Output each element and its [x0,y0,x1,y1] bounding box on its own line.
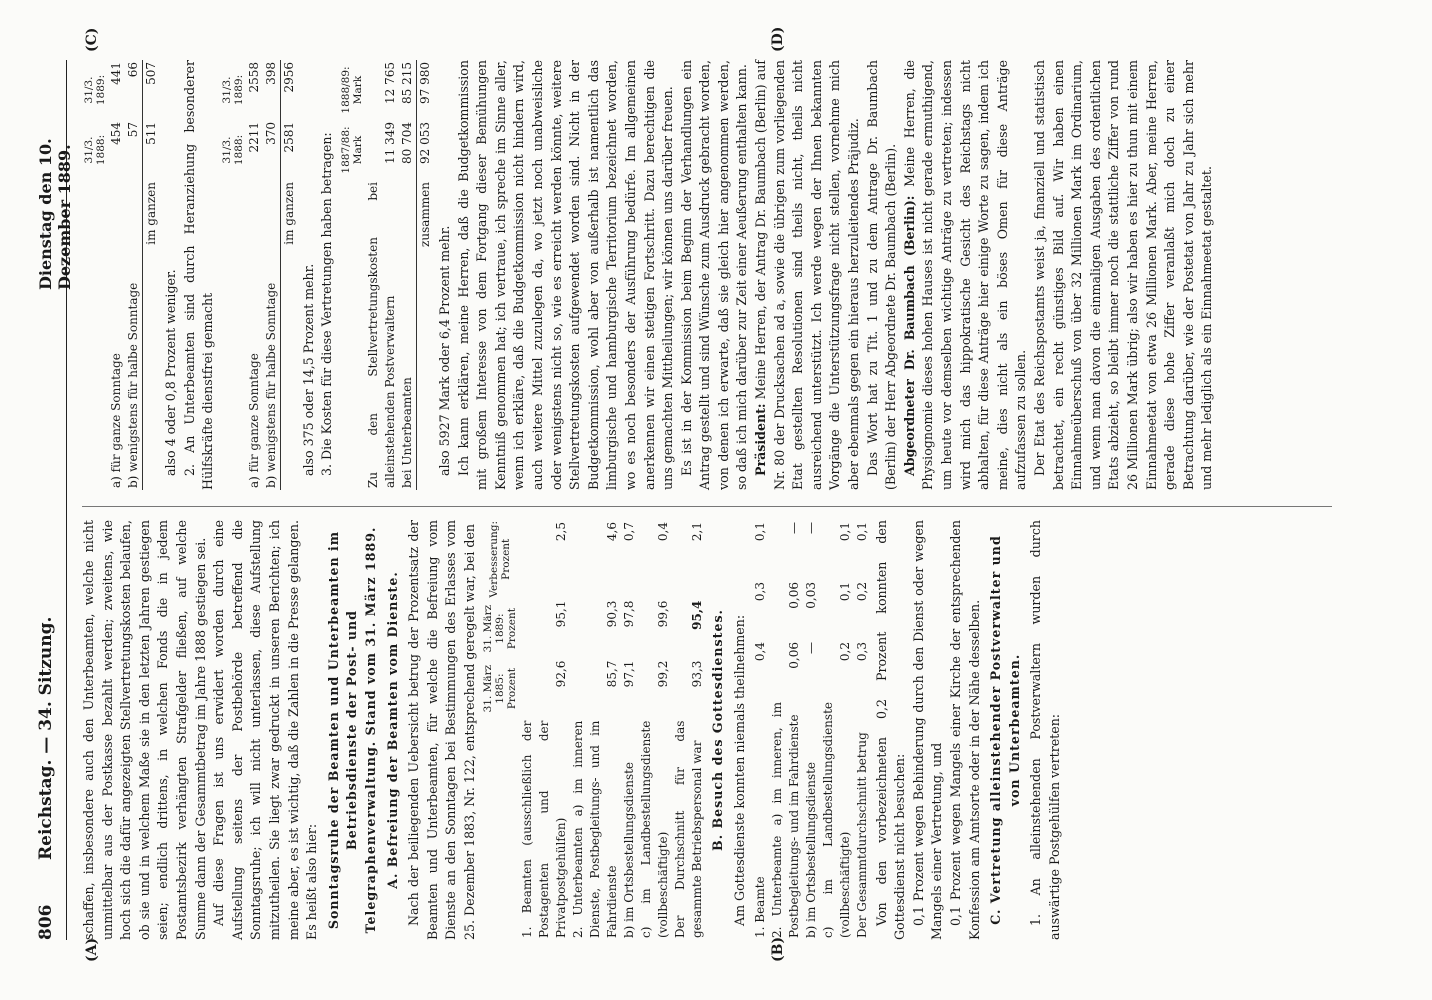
column-header: 1887/88: Mark [339,126,364,174]
cell: 2956 [280,60,298,120]
paragraph: Es ist in der Kommission beim Beginn der Verhandlungen ein Antrag gestellt und sind Wünsche zum Ausdruck gebracht worden, von denen ich erwarte, daß sie gleich hier angenommen werden, so daß ich mich darüber zur Zeit einer Aeußerung enthalten kann. [678,60,750,490]
table-kosten [339,60,434,490]
speech: Meine Herren, die Physiognomie dieses hohen Hauses ist nicht gerade ermuthigend, um heute vor demselben wichtige Anträge zu vertreten; indessen wird mich das hippokratische Gesicht des Reichstags nicht abhalten, für diese Anträge hier einige Worte zu sagen, indem ich meine, dies nicht als ein böses Omen für diese Anträge aufzufassen zu sollen. [901,60,1029,490]
cell: 57 [126,122,140,138]
row-label: im ganzen [143,180,161,490]
cell: 97 980 [416,60,434,120]
page-number: 806 [36,904,56,940]
paragraph: also 375 oder 14,5 Prozent mehr. [300,263,316,476]
speaker: Präsident: [753,403,769,476]
row-label: Zu den Stellvertretungskosten bei alleinstehenden Postverwaltern [365,182,397,488]
row-label: bei Unterbeamten [399,377,414,488]
row-label: Der Durchschnitt für das gesammte Betriebspersonal war [673,720,705,938]
paragraph: 2. An Unterbeamten sind durch Heranziehung besonderer Hülfskräfte dienstfrei gemacht [181,60,216,490]
table-row [365,60,399,490]
table-row [263,60,281,490]
section-heading: B. Besuch des Gottesdienstes. [710,609,726,851]
paragraph: also 5927 Mark oder 6,4 Prozent mehr. [436,225,452,476]
section-heading: A. Befreiung der Beamten vom Dienste. [384,571,400,889]
cell: 99,6 [656,600,671,628]
cell: 370 [263,122,278,145]
table-row [803,520,820,940]
column-header: 31/3. 1888: [220,134,245,166]
paragraph: schaffen, insbesondere auch den Unterbeamten, welche nicht unmittelbar aus der Postkasse bezahlt werden; zweitens, wie hoch sich die dafür angezeigten Stellvertretungskosten belaufen, ob sie und in welchem Maße sie in den letzten Jahren gestiegen seien; endlich drittens, in welchen Fonds die in jedem Postamtsbezirk verhängten Strafgelder fließen, auf welche Summe dann der Gesammtbetrag im Jahre 1888 gestiegen sei. [81,520,208,940]
paragraph: Der Etat des Reichspostamts weist ja, finanziell und statistisch betrachtet, ein recht günstiges Bild auf. Wir haben einen Einnahmeüberschuß von über 32 Millionen Mark im Ordinarium, und wenn man davon die einmaligen Ausgaben des ordentlichen Etats abzieht, so bleibt immer noch die stattliche Ziffer von rund 26 Millionen Mark übrig; also wir haben es hier zu thun mit einem Einnahmeetat von etwa 26 Millionen Mark. Aber, meine Herren, gerade diese hohe Ziffer veranlaßt mich doch zu einer Betrachtung darüber, wie der Postetat von Jahr zu Jahr sich mehr und mehr lediglich als ein Einnahmeetat gestaltet. [1031,60,1215,490]
cell: — [803,522,818,534]
row-label: Der Gesammtdurchschnitt betrug [854,732,869,938]
cell: — [803,642,818,654]
cell: 0,2 [837,642,852,662]
row-label: b) wenigstens für halbe Sonntage [126,282,140,488]
cell: 511 [143,120,161,180]
table-row [570,520,621,940]
cell: 0,03 [803,582,818,609]
row-label: c) im Landbestellungsdienste (vollbeschäftigte) [820,702,852,938]
table-row [125,60,143,490]
paragraph: 3. Die Kosten für diese Vertretungen haben betragen: [319,132,335,476]
session-title: Reichstag. — 34. Sitzung. [36,616,56,860]
row-label: b) im Ortsbestellungsdienste [622,761,637,938]
paragraph: Auf diese Fragen ist uns erwidert worden durch eine Aufstellung seitens der Postbehörde betreffend die Sonntagsruhe; ich will nicht unterlassen, diese Aufstellung mitzutheilen. Sie liegt zwar gedruckt in unseren Berichten; ich meine aber, es ist wichtig, daß die Zahlen in die Presse gelangen. Es heißt also hier: [211,520,320,940]
cell: 441 [109,62,123,85]
table-row [246,60,263,490]
paragraph: Nach der beiliegenden Uebersicht betrug der Prozentsatz der Beamten und Unterbeamten, für welche die Befreiung vom Dienste an den Sonntagen bei Bestimmungen des Erlasses vom 25. Dezember 1883, Nr. 122, entsprechend geregelt war, bei den [406,520,477,940]
paragraph: 0,1 Prozent wegen Behinderung durch den Dienst oder wegen Mangels einer Vertretung, und [910,520,945,940]
cell: 2,1 [690,522,705,542]
session-date: Dienstag den 10. Dezember 1889. [36,138,74,290]
paragraph: Das Wort hat zu Tit. 1 und zu dem Antrage Dr. Baumbach (Berlin) der Herr Abgeordnete Dr. Baumbach (Berlin). [864,60,899,490]
speaker: Abgeordneter Dr. Baumbach (Berlin): [901,195,917,476]
table-row [280,60,298,490]
column-header: 31. März 1889: Prozent [482,604,519,653]
table-row [752,520,769,940]
table-header-row [220,60,246,490]
paragraph [901,60,1031,490]
table-row [108,60,125,490]
margin-mark-d: (D) [770,26,786,52]
section-heading: C. Vertretung alleinstehender Postverwalter und von Unterbeamten. [988,535,1022,925]
row-label: b) wenigstens für halbe Sonntage [263,282,278,488]
row-label: a) für ganze Sonntage [109,353,123,488]
cell: 0,4 [752,642,767,662]
cell: 99,2 [656,660,671,688]
cell: 0,1 [837,582,852,602]
cell: 0,1 [854,522,869,542]
table-unterbeamte [220,60,298,490]
paragraph: Von den vorbezeichneten 0,2 Prozent konnten den Gottesdienst nicht besuchen: [873,520,908,940]
cell: 0,3 [752,582,767,602]
cell: 0,06 [786,582,801,609]
cell: 66 [126,62,140,78]
row-label: 2. Unterbeamte a) im inneren, im Postbegleitungs- und im Fahrdienste [769,702,801,938]
paragraph: 1. An alleinstehenden Postverwaltern wurden durch auswärtige Postgehülfen vertreten: [1028,520,1062,940]
left-column [80,520,1065,940]
table-row [672,520,706,940]
table-header-row [339,60,365,490]
cell: 454 [109,122,123,145]
row-label: a) für ganze Sonntage [246,353,261,488]
row-label: c) im Landbestellungsdienste (vollbeschäftigte) [639,720,671,938]
margin-mark-c: (C) [84,27,100,52]
cell: 0,1 [837,522,852,542]
table-postverwalter [82,60,160,490]
table-row [854,520,871,940]
cell: 93,3 [690,660,705,688]
cell: 11 349 [382,122,397,164]
cell: 80 704 [399,122,414,164]
cell: 95,4 [690,600,705,630]
cell: 92,6 [554,660,569,688]
cell: 85 215 [399,62,414,104]
row-label: 1. Beamte [752,876,767,938]
table-header-row [481,520,519,940]
table-row [143,60,161,490]
row-label: 1. Beamten (ausschließlich der Postagenten und der Privatpostgehülfen) [520,720,569,938]
cell: 0,3 [854,642,869,662]
column-header: 31. März 1885: Prozent [482,664,519,713]
table-row [638,520,672,940]
table-row [621,520,638,940]
cell: 398 [263,62,278,85]
cell: 0,1 [752,522,767,542]
cell: 2211 [246,122,261,153]
cell: 12 765 [382,62,397,104]
cell: 2,5 [554,522,569,542]
cell: 0,2 [854,582,869,602]
cell: 0,4 [656,522,671,542]
paragraph: Ich kann erklären, meine Herren, daß die Budgetkommission mit großem Interesse von dem Fortgang dieser Bemühungen Kenntniß genommen hat; ich vertraue, ich spreche im Sinne aller, wenn ich erkläre, daß die Budgetkommission nicht hindern wird, auch weitere Mittel zuzulegen da, wo jetzt noch unabweisliche oder wenigstens nicht so, wie es erreicht werden könnte, weitere Stellvertretungskosten aufgewendet worden sind. Nicht in der Budgetkommission, wohl aber von außerhalb ist namentlich das limburgische und hamburgische Territorium bezeichnet worden, wo es noch besonders der Ausführung bedürfe. Im allgemeinen anerkennen wir einen stetigen Fortschritt. Dazu berechtigen die uns gemachten Mittheilungen; wir können uns darüber freuen. [455,60,676,490]
cell: 2558 [246,62,261,93]
column-header: 31/3. 1889: [220,74,245,106]
row-label: zusammen [416,180,434,490]
cell: — [786,522,801,534]
margin-mark-a: (A) [84,937,100,962]
table-row [416,60,434,490]
margin-mark-b: (B) [770,936,786,962]
cell: 507 [143,60,161,120]
cell: 97,8 [622,600,637,628]
paragraph [752,60,864,490]
cell: 0,7 [622,522,637,542]
cell: 0,06 [786,642,801,669]
table-befreiung [481,520,706,940]
cell: 4,6 [605,522,620,542]
cell: 2581 [280,120,298,180]
column-header: 31/3. 1888: [83,134,107,166]
paragraph: 0,1 Prozent wegen Mangels einer Kirche der entsprechenden Konfession am Amtsorte oder in der Nähe desselben. [948,520,982,940]
table-row [519,520,570,940]
column-header: Verbesserung: Prozent [488,521,513,598]
row-label: im ganzen [280,180,298,490]
cell: 85,7 [605,660,620,688]
section-title: Sonntagsruhe der Beamten und Unterbeamten im Betriebsdienste der Post- und Telegraphenverwaltung. Stand vom 31. März 1889. [325,526,378,934]
table-row [399,60,417,490]
paragraph: also 4 oder 0,8 Prozent weniger. [163,269,178,476]
page-header [26,60,74,940]
cell: 90,3 [605,600,620,628]
cell: 92 053 [416,120,434,180]
row-label: 2. Unterbeamten a) im inneren Dienste, Postbegleitungs- und im Fahrdienste [571,720,620,938]
table-header-row [82,60,108,490]
column-header: 1888/89: Mark [339,66,364,114]
table-row [769,520,803,940]
cell: 95,1 [554,600,569,628]
right-column [80,60,1217,490]
column-divider [82,506,1332,507]
column-header: 31/3. 1889: [83,74,107,106]
row-label: b) im Ortsbestellungsdienste [803,761,818,938]
cell: 97,1 [622,660,637,688]
paragraph: Am Gottesdienste konnten niemals theilnehmen: [732,614,748,926]
speech: Meine Herren, der Antrag Dr. Baumbach (Berlin) auf Nr. 80 der Drucksachen ad a, sowie die übrigen zum vorliegenden Etat gestellten Resolutionen sind theils nicht, theils nicht ausreichend unterstützt. Ich werde wegen der Ihnen bekannten Vorgänge die Unterstützungsfrage nicht stellen, vornehme mich aber ebenmals gegen ein hieraus herzuleitendes Präjudiz. [753,60,862,490]
table-gottesdienst [752,520,871,940]
table-row [820,520,854,940]
